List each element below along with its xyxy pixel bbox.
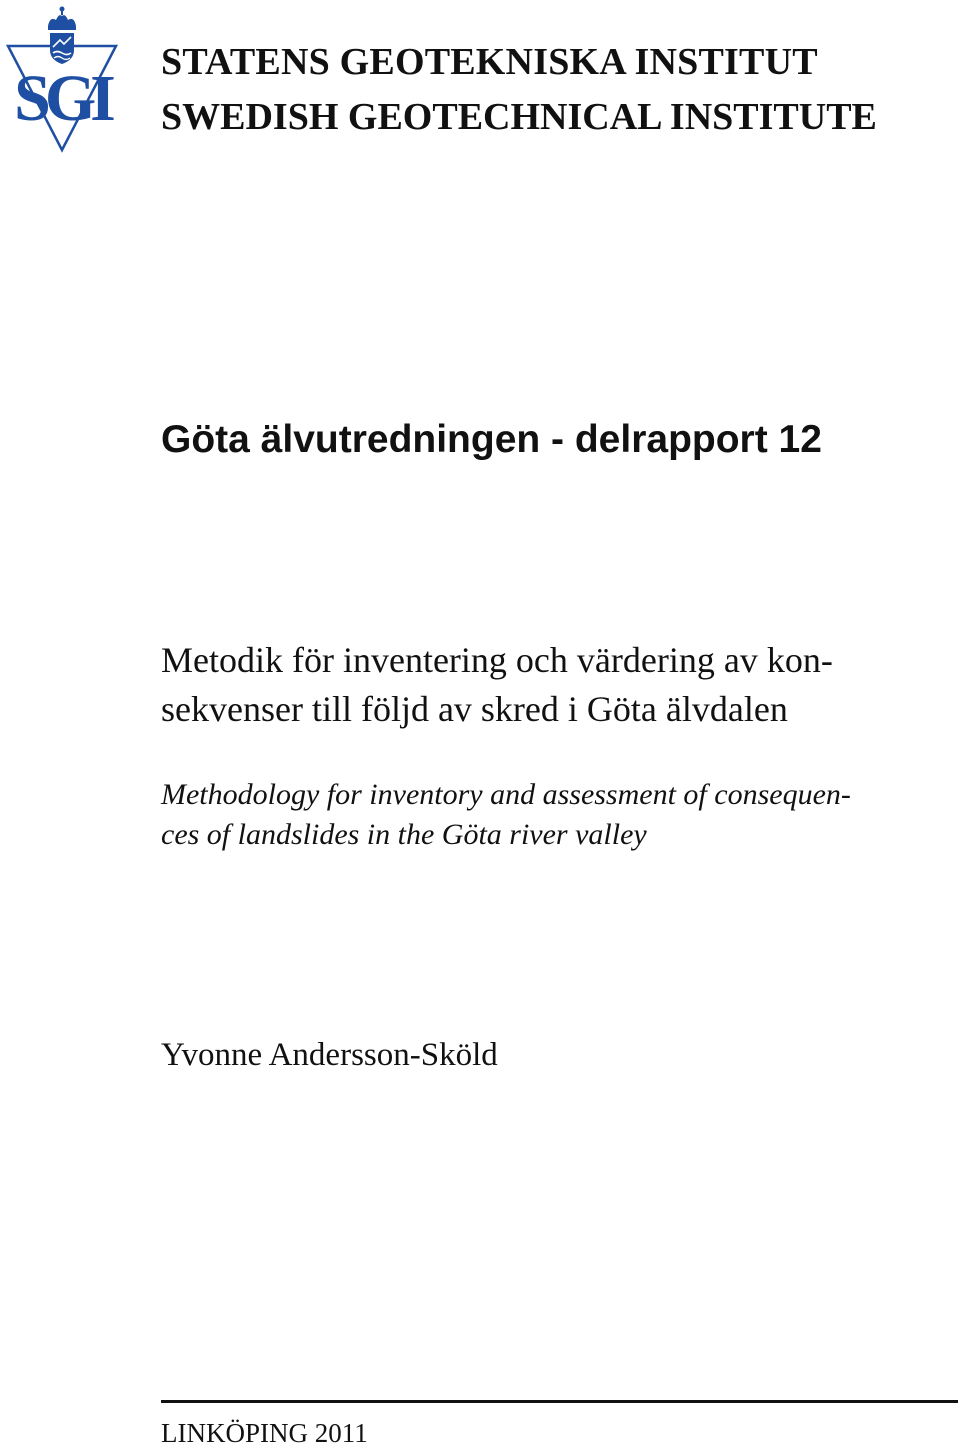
logo-letters: SGI	[14, 62, 110, 135]
place-and-year: LINKÖPING 2011	[161, 1418, 368, 1448]
author-name: Yvonne Andersson-Sköld	[161, 1037, 498, 1073]
crown-icon	[48, 7, 76, 31]
institute-name-swedish: STATENS GEOTEKNISKA INSTITUT	[161, 41, 818, 83]
shield-icon	[50, 33, 74, 64]
title-sv-line: Metodik för inventering och värdering av kon-	[161, 640, 833, 680]
report-series-title: Göta älvutredningen - delrapport 12	[161, 418, 822, 461]
report-title-english	[161, 775, 951, 855]
sgi-logo	[4, 4, 120, 154]
footer-divider	[161, 1400, 958, 1403]
institute-name-english: SWEDISH GEOTECHNICAL INSTITUTE	[161, 96, 877, 138]
title-en-line: ces of landslides in the Göta river valley	[161, 818, 647, 851]
report-title-swedish	[161, 636, 951, 734]
title-en-line: Methodology for inventory and assessment of consequen-	[161, 778, 851, 811]
title-sv-line: sekvenser till följd av skred i Göta älvdalen	[161, 689, 788, 729]
